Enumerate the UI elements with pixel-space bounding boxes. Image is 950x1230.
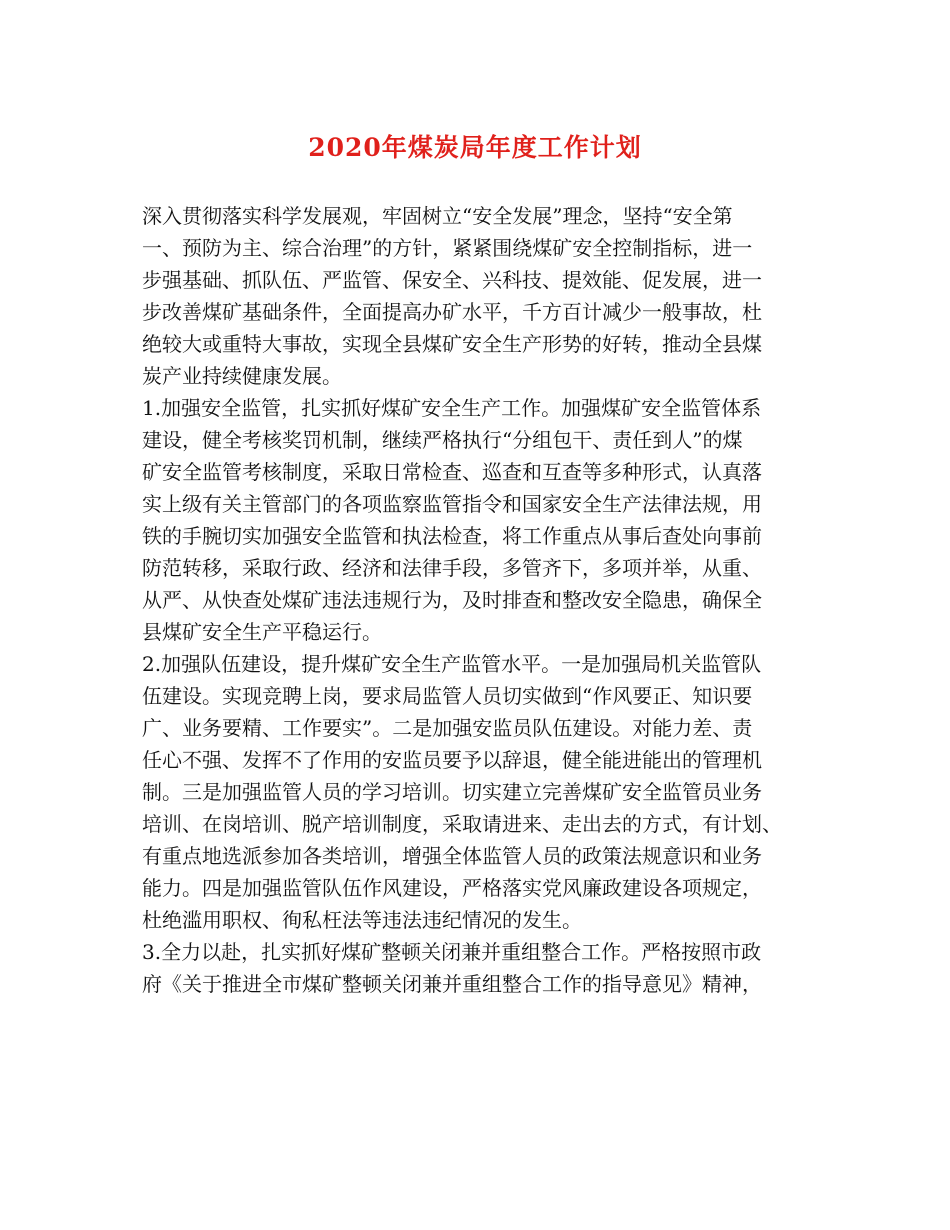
body-line: 2.加强队伍建设，提升煤矿安全生产监管水平。一是加强局机关监管队 xyxy=(142,652,762,676)
body-line: 步强基础、抓队伍、严监管、保安全、兴科技、提效能、促发展，进一 xyxy=(142,268,762,292)
body-line: 3.全力以赴，扎实抓好煤矿整顿关闭兼并重组整合工作。严格按照市政 xyxy=(142,940,762,964)
body-line: 县煤矿安全生产平稳运行。 xyxy=(142,620,382,644)
body-line: 从严、从快查处煤矿违法违规行为，及时排查和整改安全隐患，确保全 xyxy=(142,588,762,612)
body-line: 步改善煤矿基础条件，全面提高办矿水平，千方百计减少一般事故，杜 xyxy=(142,300,762,324)
document-title: 2020年煤炭局年度工作计划 xyxy=(308,133,642,162)
body-line: 炭产业持续健康发展。 xyxy=(142,364,342,388)
body-line: 府《关于推进全市煤矿整顿关闭兼并重组整合工作的指导意见》精神， xyxy=(142,972,762,996)
body-line: 广、业务要精、工作要实”。二是加强安监员队伍建设。对能力差、责 xyxy=(142,716,753,740)
body-line: 有重点地选派参加各类培训，增强全体监管人员的政策法规意识和业务 xyxy=(142,844,762,868)
body-line: 制。三是加强监管人员的学习培训。切实建立完善煤矿安全监管员业务 xyxy=(142,780,762,804)
body-line: 矿安全监管考核制度，采取日常检查、巡查和互查等多种形式，认真落 xyxy=(142,460,762,484)
body-line: 培训、在岗培训、脱产培训制度，采取请进来、走出去的方式，有计划、 xyxy=(142,812,782,836)
body-line: 杜绝滥用职权、徇私枉法等违法违纪情况的发生。 xyxy=(142,908,582,932)
body-line: 铁的手腕切实加强安全监管和执法检查，将工作重点从事后查处向事前 xyxy=(142,524,762,548)
body-line: 1.加强安全监管，扎实抓好煤矿安全生产工作。加强煤矿安全监管体系 xyxy=(142,396,762,420)
body-line: 一、预防为主、综合治理”的方针，紧紧围绕煤矿安全控制指标，进一 xyxy=(142,236,753,260)
body-line: 防范转移，采取行政、经济和法律手段，多管齐下，多项并举，从重、 xyxy=(142,556,762,580)
body-line: 建设，健全考核奖罚机制，继续严格执行“分组包干、责任到人”的煤 xyxy=(142,428,743,452)
body-line: 伍建设。实现竞聘上岗，要求局监管人员切实做到“作风要正、知识要 xyxy=(142,684,753,708)
body-line: 实上级有关主管部门的各项监察监管指令和国家安全生产法律法规，用 xyxy=(142,492,762,516)
body-line: 绝较大或重特大事故，实现全县煤矿安全生产形势的好转，推动全县煤 xyxy=(142,332,762,356)
body-line: 能力。四是加强监管队伍作风建设，严格落实党风廉政建设各项规定， xyxy=(142,876,762,900)
body-line: 任心不强、发挥不了作用的安监员要予以辞退，健全能进能出的管理机 xyxy=(142,748,762,772)
body-line: 深入贯彻落实科学发展观，牢固树立“安全发展”理念，坚持“安全第 xyxy=(142,204,733,228)
document-body xyxy=(142,200,842,1000)
